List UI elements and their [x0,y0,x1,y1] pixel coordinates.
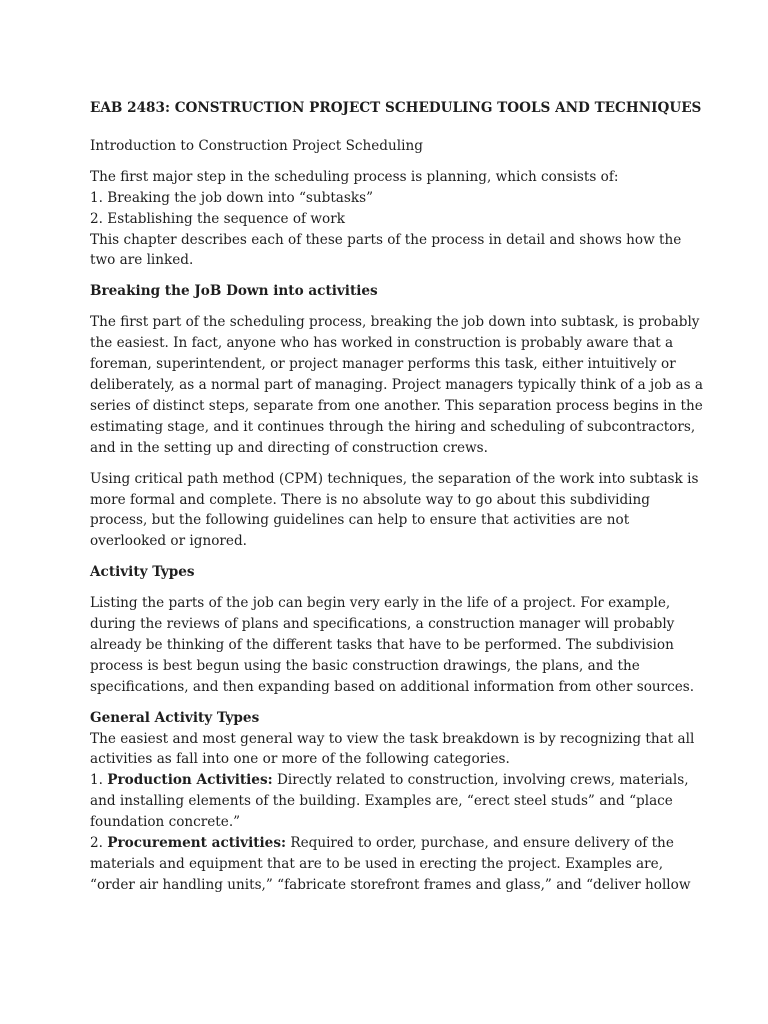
paragraph-line: estimating stage, and it continues through the hiring and scheduling of subcontractors, [90,418,696,435]
paragraph-line: deliberately, as a normal part of managing. Project managers typically think of a job as a [90,376,703,393]
section-heading-breaking-job-down: Breaking the JoB Down into activities [90,283,378,300]
intro-heading: Introduction to Construction Project Scheduling [90,137,423,154]
paragraph-line: The first major step in the scheduling process is planning, which consists of: [90,168,619,185]
paragraph-line: “order air handling units,” “fabricate storefront frames and glass,” and “deliver hollow [90,876,691,893]
list-item: 2. Establishing the sequence of work [90,210,345,227]
paragraph-line: activities as fall into one or more of the following categories. [90,751,510,768]
section2-paragraph-1 [90,593,695,698]
paragraph-line: materials and equipment that are to be used in erecting the project. Examples are, [90,856,664,872]
list-item-line [90,833,690,854]
list-item: 1. Breaking the job down into “subtasks” [90,189,374,206]
intro-paragraph [90,167,690,272]
list-number: 1. [90,772,108,789]
list-text: Required to order, purchase, and ensure delivery of the [286,835,674,852]
paragraph-line: Using critical path method (CPM) techniques, the separation of the work into subtask is [90,470,699,487]
paragraph-line: specifications, and then expanding based on additional information from other sources. [90,678,695,695]
list-item-production-activities [90,770,690,833]
paragraph-line: This chapter describes each of these parts of the process in detail and shows how the [90,231,682,248]
paragraph-line: and installing elements of the building. Examples are, “erect steel studs” and “place [90,793,673,810]
paragraph-line: foundation concrete.” [90,814,241,831]
paragraph-line: already be thinking of the different tasks that have to be performed. The subdivision [90,636,674,653]
section3-paragraph-1 [90,729,695,771]
paragraph-line: Listing the parts of the job can begin very early in the life of a project. For example, [90,595,671,612]
paragraph-line: The easiest and most general way to view the task breakdown is by recognizing that all [90,730,695,747]
paragraph-line: the easiest. In fact, anyone who has worked in construction is probably aware that a [90,335,674,352]
paragraph-line: The first part of the scheduling process, breaking the job down into subtask, is probably [90,314,700,331]
list-term: Procurement activities: [107,835,287,852]
list-item-procurement-activities [90,833,690,896]
paragraph-line: and in the setting up and directing of construction crews. [90,439,488,456]
paragraph-line: during the reviews of plans and specifications, a construction manager will probably [90,616,675,633]
list-item-line [90,770,690,791]
document-page [90,98,703,896]
section-heading-general-activity-types: General Activity Types [90,709,260,726]
list-term: Production Activities: [107,772,273,789]
section1-paragraph-1 [90,312,703,458]
list-text: Directly related to construction, involving crews, materials, [272,772,689,789]
section1-paragraph-2 [90,469,699,553]
paragraph-line: more formal and complete. There is no absolute way to go about this subdividing [90,491,650,508]
paragraph-line: process is best begun using the basic construction drawings, the plans, and the [90,657,640,674]
paragraph-line: overlooked or ignored. [90,533,247,550]
paragraph-line: two are linked. [90,252,194,269]
paragraph-line: foreman, superintendent, or project manager performs this task, either intuitively or [90,356,676,373]
paragraph-line: series of distinct steps, separate from one another. This separation process begins in the [90,397,703,414]
document-title: EAB 2483: CONSTRUCTION PROJECT SCHEDULING TOOLS AND TECHNIQUES [90,100,702,116]
list-number: 2. [90,835,108,852]
paragraph-line: process, but the following guidelines can help to ensure that activities are not [90,512,630,529]
section-heading-activity-types: Activity Types [90,564,195,581]
